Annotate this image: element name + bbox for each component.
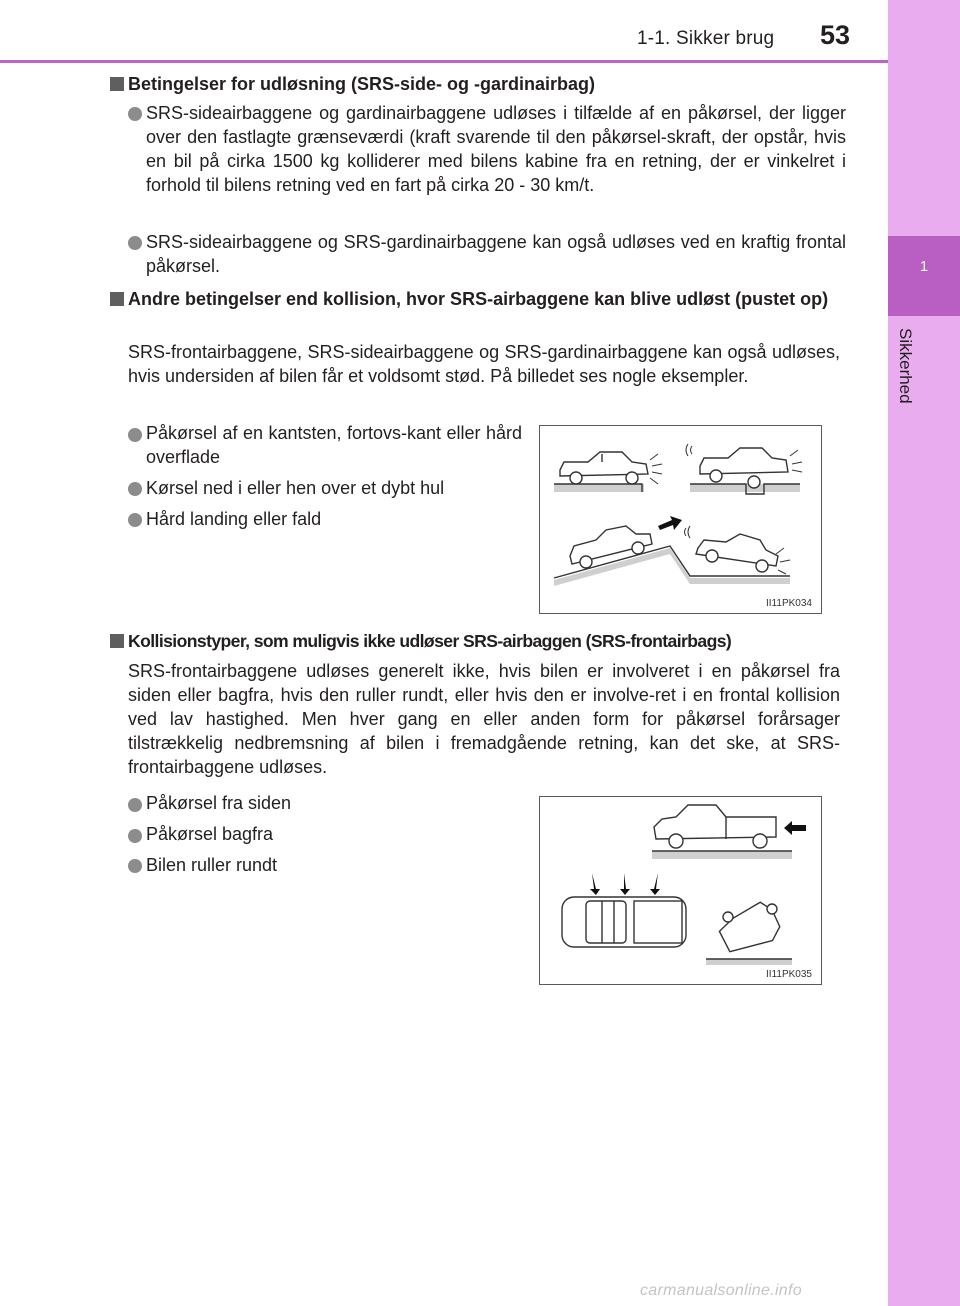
truck-ramp-illustration xyxy=(554,526,790,586)
chapter-number: 1 xyxy=(919,258,929,275)
section-2-bullet-3: Hård landing eller fald xyxy=(146,509,322,529)
figure-2-illustration xyxy=(540,797,821,984)
bullet-dot-icon xyxy=(128,859,142,873)
figure-non-deploy-collisions xyxy=(539,796,822,985)
bullet-dot-icon xyxy=(128,236,142,250)
impact-marks-icon xyxy=(650,454,662,484)
figure-1-code: II11PK034 xyxy=(766,598,812,609)
section-1-heading: Betingelser for udløsning (SRS-side- og -gardinairbag) xyxy=(128,74,596,94)
direction-arrow-icon xyxy=(658,516,682,530)
heading-square-icon xyxy=(110,292,124,306)
side-impact-arrow-icon xyxy=(590,873,660,895)
section-2-body: SRS-frontairbaggene, SRS-sideairbaggene og SRS-gardinairbaggene kan også udløses, hvis undersiden af bilen får et voldsomt stød. På billedet ses nogle eksempler. xyxy=(128,342,840,386)
section-3-heading: Kollisionstyper, som muligvis ikke udløser SRS-airbaggen (SRS-frontairbags) xyxy=(128,631,732,651)
truck-curb-illustration xyxy=(554,452,648,492)
section-3-body: SRS-frontairbaggene udløses generelt ikke, hvis bilen er involveret i en påkørsel fra siden eller bagfra, hvis den ruller rundt, eller hvis den er involve-ret i en frontal kollision ved lav hastighed. Men hver gang en eller anden form for påkørsel forårsager tilstrækkelig nedbremsning af bilen i fremadgående retning, kan det ske, at SRS-frontairbaggene udløses. xyxy=(128,661,840,777)
bullet-dot-icon xyxy=(128,482,142,496)
figure-undercarriage-impacts xyxy=(539,425,822,614)
truck-pothole-illustration xyxy=(690,448,800,494)
section-2-bullet-1: Påkørsel af en kantsten, fortovs-kant eller hård overflade xyxy=(146,423,522,467)
watermark: carmanualsonline.info xyxy=(640,1282,802,1299)
chapter-side-tab xyxy=(888,0,960,1306)
bullet-dot-icon xyxy=(128,428,142,442)
truck-rear-impact-illustration xyxy=(652,805,792,859)
truck-rollover-illustration xyxy=(706,899,792,965)
section-1-bullet-2: SRS-sideairbaggene og SRS-gardinairbaggene kan også udløses ved en kraftig frontal påkørsel. xyxy=(146,232,846,276)
chapter-label: Sikkerhed xyxy=(896,328,915,404)
bullet-dot-icon xyxy=(128,107,142,121)
section-2-bullet-2: Kørsel ned i eller hen over et dybt hul xyxy=(146,478,445,498)
section-3-bullet-3: Bilen ruller rundt xyxy=(146,855,278,875)
heading-square-icon xyxy=(110,77,124,91)
truck-side-impact-illustration xyxy=(562,897,686,947)
figure-1-illustration xyxy=(540,426,821,613)
header-section-title: 1-1. Sikker brug xyxy=(637,28,775,49)
section-3-bullet-2: Påkørsel bagfra xyxy=(146,824,274,844)
figure-2-code: II11PK035 xyxy=(766,969,812,980)
bullet-dot-icon xyxy=(128,798,142,812)
section-2-heading: Andre betingelser end kollision, hvor SRS-airbaggene kan blive udløst (pustet op) xyxy=(128,289,829,309)
page-number: 53 xyxy=(820,20,851,50)
section-1-bullet-1: SRS-sideairbaggene og gardinairbaggene udløses i tilfælde af en påkørsel, der ligger over den fastlagte grænseværdi (kraft svarende til den påkørsel-skraft, der opstår, hvis en bil på cirka 1500 kg kolliderer med bilens kabine fra en retning, der er vinkelret i forhold til bilens retning ved en fart på cirka 20 - 30 km/t. xyxy=(146,103,846,195)
chapter-active-marker xyxy=(888,236,960,316)
bullet-dot-icon xyxy=(128,829,142,843)
section-3-bullet-1: Påkørsel fra siden xyxy=(146,793,292,813)
heading-square-icon xyxy=(110,634,124,648)
rear-impact-arrow-icon xyxy=(784,821,806,835)
chapter-label-wrap xyxy=(895,328,921,424)
bullet-dot-icon xyxy=(128,513,142,527)
header-divider xyxy=(0,60,888,63)
